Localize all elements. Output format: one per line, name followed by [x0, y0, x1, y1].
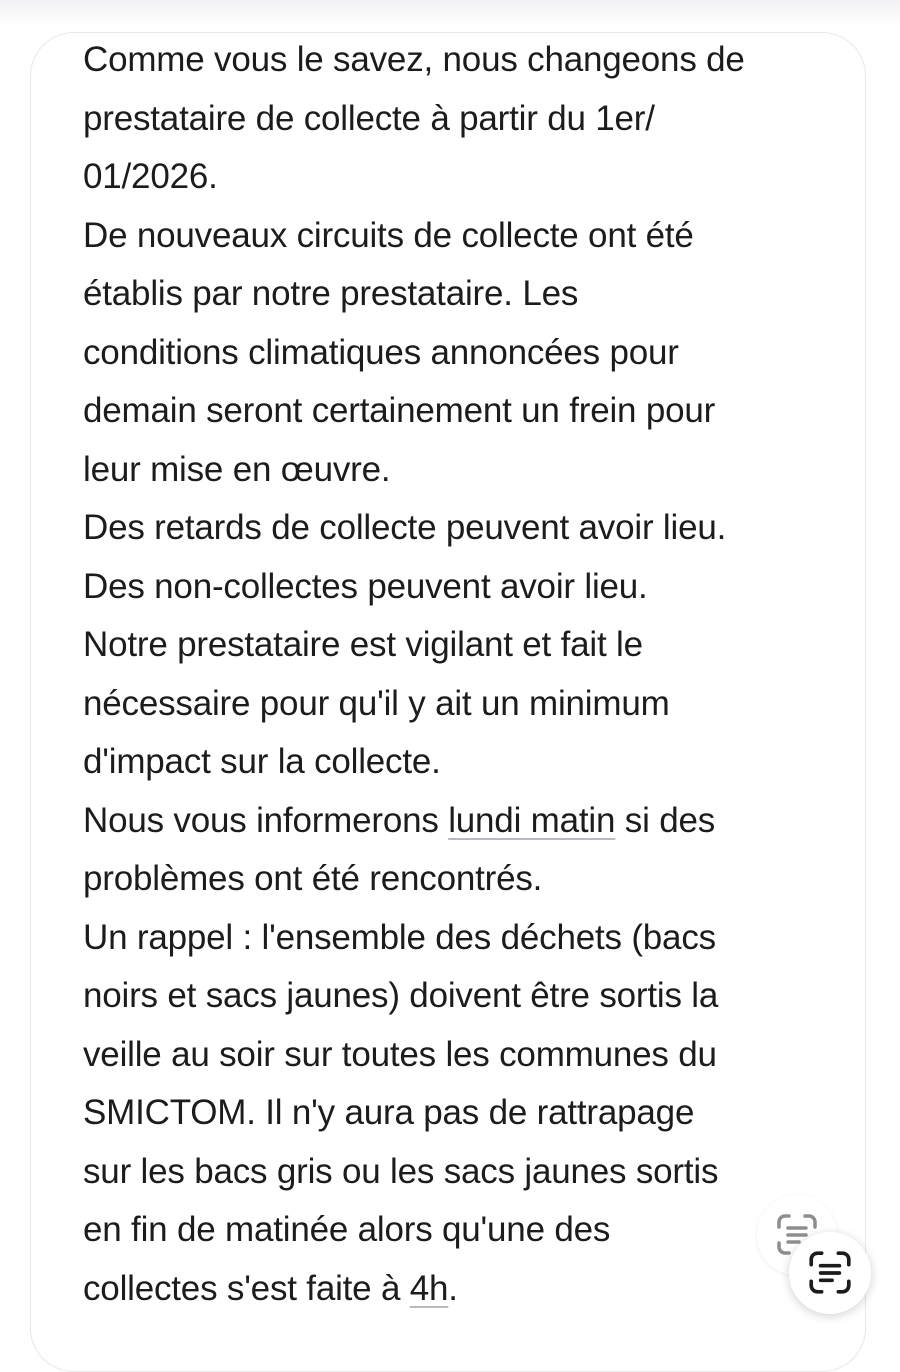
line-text: Nous vous informerons — [83, 800, 449, 840]
message-line: leur mise en œuvre. — [83, 449, 391, 489]
message-line: noirs et sacs jaunes) doivent être sortis la — [83, 976, 719, 1015]
message-text[interactable] — [83, 31, 843, 1318]
message-line: 01/2026. — [83, 157, 218, 196]
message-line — [83, 1260, 843, 1319]
detected-date-link[interactable]: lundi matin — [448, 800, 616, 840]
message-line — [83, 792, 843, 851]
message-line: établis par notre prestataire. Les — [83, 274, 579, 313]
message-line: d'impact sur la collecte. — [83, 742, 441, 781]
line-text: collectes s'est faite à — [83, 1268, 410, 1308]
line-text: . — [448, 1268, 458, 1308]
message-line: Un rappel : l'ensemble des déchets (bacs — [83, 917, 716, 957]
live-text-button[interactable] — [789, 1232, 871, 1314]
line-text: si des — [615, 800, 716, 840]
message-line: prestataire de collecte à partir du 1er/ — [83, 98, 655, 138]
message-line: conditions climatiques annoncées pour — [83, 332, 679, 372]
message-line: veille au soir sur toutes les communes du — [83, 1034, 717, 1074]
message-line: sur les bacs gris ou les sacs jaunes sortis — [83, 1151, 719, 1191]
message-line: De nouveaux circuits de collecte ont été — [83, 215, 694, 255]
message-line: en fin de matinée alors qu'une des — [83, 1210, 611, 1249]
message-line: demain seront certainement un frein pour — [83, 391, 716, 430]
message-line: Des non-collectes peuvent avoir lieu. — [83, 566, 648, 606]
top-fade — [0, 0, 900, 26]
message-line: Des retards de collecte peuvent avoir lieu. — [83, 508, 727, 547]
live-text-icon — [806, 1249, 854, 1297]
message-line: Comme vous le savez, nous changeons de — [83, 40, 745, 79]
message-line: SMICTOM. Il n'y aura pas de rattrapage — [83, 1093, 695, 1132]
message-line: Notre prestataire est vigilant et fait le — [83, 625, 643, 664]
detected-time-link[interactable]: 4h — [409, 1268, 449, 1308]
message-line: nécessaire pour qu'il y ait un minimum — [83, 683, 670, 723]
message-line: problèmes ont été rencontrés. — [83, 859, 543, 898]
